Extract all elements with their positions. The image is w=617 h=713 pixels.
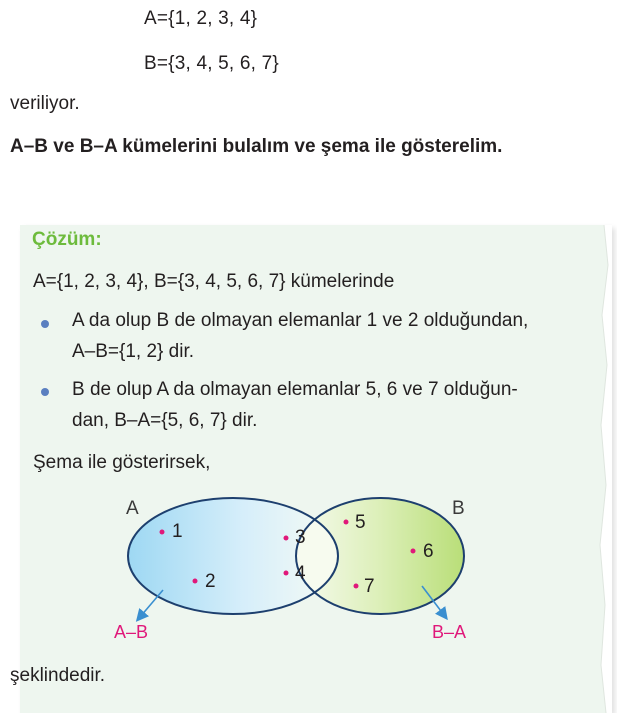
element-7: 7 [364, 576, 375, 597]
element-dot [284, 571, 289, 576]
element-3: 3 [295, 527, 306, 548]
solution-title: Çözüm: [32, 229, 102, 250]
element-dot [344, 520, 349, 525]
set-a-definition: A={1, 2, 3, 4} [144, 8, 258, 29]
a-minus-b-label: A–B [114, 622, 149, 642]
bullet2-line1: B de olup A da olmayan elemanlar 5, 6 ve 7 olduğun- [72, 379, 518, 400]
bullet2-line2: dan, B–A={5, 6, 7} dir. [72, 410, 258, 431]
arrow-a-minus-b-icon [140, 590, 163, 617]
task-statement: A–B ve B–A kümelerini bulalım ve şema ile gösterelim. [10, 136, 503, 157]
diagram-intro: Şema ile gösterirsek, [33, 452, 211, 473]
element-dot [193, 579, 198, 584]
solution-sets-line: A={1, 2, 3, 4}, B={3, 4, 5, 6, 7} kümelerinde [33, 271, 395, 292]
element-5: 5 [355, 512, 366, 533]
solution-ending: şeklindedir. [10, 665, 106, 686]
bullet1-line2: A–B={1, 2} dir. [72, 341, 195, 362]
element-dot [284, 536, 289, 541]
element-dot [160, 530, 165, 535]
set-a-label: A [126, 498, 139, 519]
element-4: 4 [295, 563, 306, 584]
element-dot [354, 584, 359, 589]
element-6: 6 [423, 541, 434, 562]
set-b-definition: B={3, 4, 5, 6, 7} [144, 53, 279, 74]
set-b-label: B [452, 498, 465, 519]
intro-text: veriliyor. [10, 93, 80, 114]
element-dot [411, 549, 416, 554]
b-minus-a-label: B–A [432, 622, 467, 642]
bullet1-line1: A da olup B de olmayan elemanlar 1 ve 2 olduğundan, [72, 310, 529, 331]
element-1: 1 [172, 521, 183, 542]
element-2: 2 [205, 571, 216, 592]
